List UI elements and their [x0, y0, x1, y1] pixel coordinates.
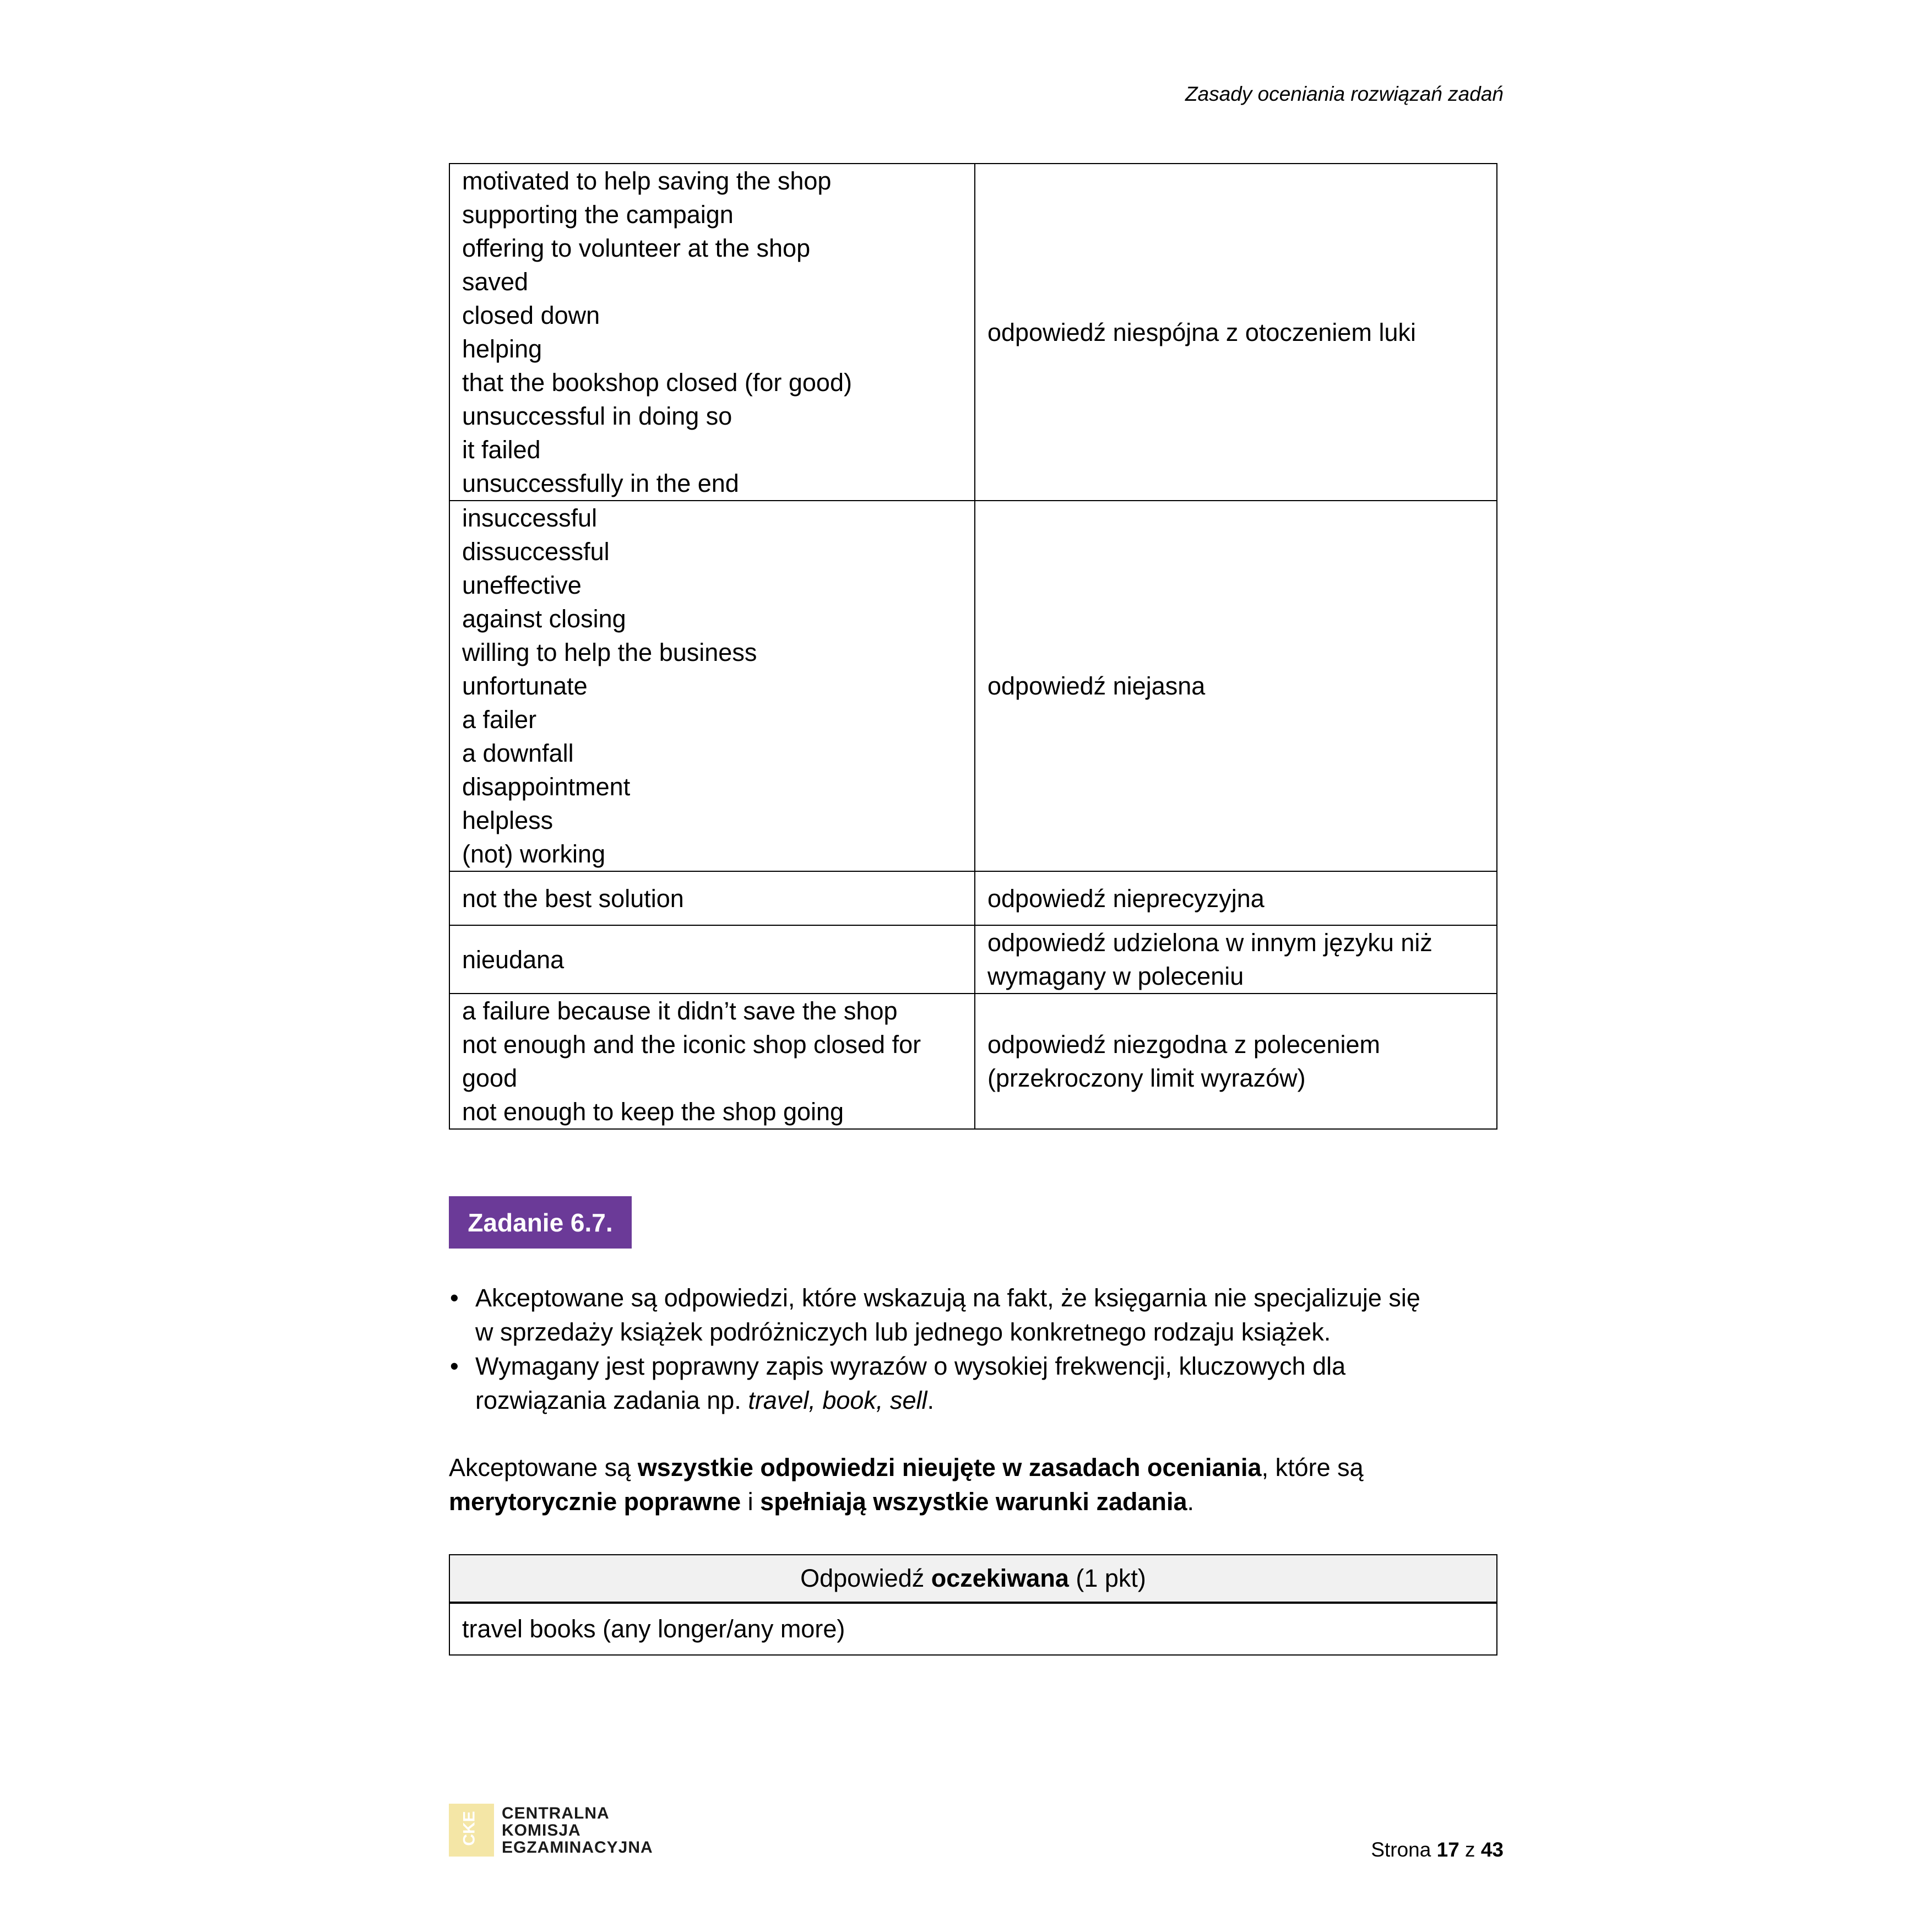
page-prefix: Strona — [1371, 1838, 1437, 1861]
expected-answer-value: travel books (any longer/any more) — [449, 1603, 1497, 1655]
comment-text: odpowiedź nieprecyzyjna — [987, 884, 1265, 913]
answers-cell — [449, 164, 975, 501]
answer-text: saved — [462, 268, 529, 296]
page-total: 43 — [1480, 1838, 1504, 1861]
comment-cell — [975, 501, 1497, 871]
note-bold: merytorycznie poprawne — [449, 1488, 741, 1516]
table-row — [449, 1555, 1497, 1603]
logo-line: KOMISJA — [502, 1821, 581, 1839]
answer-text: disappointment — [462, 773, 631, 801]
bullet-text: Akceptowane są odpowiedzi, które wskazują na fakt, że księgarnia nie specjalizuje się — [475, 1284, 1420, 1312]
answers-table-container — [449, 163, 1497, 1130]
note-bold: wszystkie odpowiedzi nieujęte w zasadach oceniania — [637, 1453, 1262, 1481]
answer-text: against closing — [462, 605, 626, 633]
table-row — [449, 501, 1497, 871]
logo-mark-text: CKE — [460, 1811, 479, 1846]
answers-cell — [449, 871, 975, 925]
document-header-title: Zasady oceniania rozwiązań zadań — [1185, 83, 1504, 105]
bullet-text: Wymagany jest poprawny zapis wyrazów o wysokiej frekwencji, kluczowych dla — [475, 1352, 1346, 1380]
header-bold: oczekiwana — [931, 1564, 1069, 1592]
logo-line: EGZAMINACYJNA — [502, 1838, 653, 1857]
criteria-bullet-list — [449, 1281, 1497, 1418]
answer-text: willing to help the business — [462, 638, 757, 666]
bullet-text-italic: travel, book, sell — [748, 1386, 927, 1414]
comment-text: odpowiedź niejasna — [987, 672, 1206, 700]
bullet-text: w sprzedaży książek podróżniczych lub jednego konkretnego rodzaju książek. — [475, 1318, 1331, 1346]
note-text: . — [1187, 1488, 1195, 1516]
note-bold: spełniają wszystkie warunki zadania — [760, 1488, 1187, 1516]
answers-cell — [449, 925, 975, 994]
answer-text: a downfall — [462, 739, 574, 767]
answer-text: dissuccessful — [462, 538, 610, 566]
comment-text: odpowiedź niezgodna z poleceniem — [987, 1030, 1380, 1059]
comment-text: odpowiedź niespójna z otoczeniem luki — [987, 318, 1416, 346]
answer-text: helpless — [462, 806, 553, 834]
header-text: (1 pkt) — [1068, 1564, 1146, 1592]
page-current: 17 — [1436, 1838, 1459, 1861]
page-sep: z — [1459, 1838, 1481, 1861]
answer-text: that the bookshop closed (for good) — [462, 368, 852, 397]
answer-text: not enough to keep the shop going — [462, 1098, 844, 1126]
table-row — [449, 994, 1497, 1129]
table-row — [449, 871, 1497, 925]
bullet-text-prefix: rozwiązania zadania np. — [475, 1386, 748, 1414]
answer-text: uneffective — [462, 571, 582, 599]
answer-text: it failed — [462, 436, 541, 464]
answer-text: closed down — [462, 301, 600, 329]
note-text: , które są — [1261, 1453, 1364, 1481]
answer-text: nieudana — [462, 945, 565, 974]
bullet-icon: • — [450, 1284, 459, 1312]
page-number — [1371, 1838, 1504, 1862]
cke-logo-icon — [449, 1804, 494, 1857]
comment-cell — [975, 994, 1497, 1129]
comment-text: odpowiedź udzielona w innym języku niż — [987, 929, 1432, 957]
expected-answer-table — [449, 1554, 1497, 1656]
answers-table — [449, 163, 1497, 1130]
acceptance-note — [449, 1451, 1497, 1519]
list-item — [449, 1349, 1497, 1418]
header-text: Odpowiedź — [800, 1564, 931, 1592]
answers-cell — [449, 501, 975, 871]
answer-text: not the best solution — [462, 884, 684, 913]
comment-text: (przekroczony limit wyrazów) — [987, 1064, 1306, 1092]
answer-text: motivated to help saving the shop — [462, 167, 832, 195]
comment-cell — [975, 164, 1497, 501]
answer-text: not enough and the iconic shop closed for — [462, 1030, 921, 1059]
note-text: Akceptowane są — [449, 1453, 638, 1481]
answer-text: unsuccessfully in the end — [462, 469, 739, 497]
answer-text: a failure because it didn’t save the shop — [462, 997, 898, 1025]
bullet-text-suffix: . — [927, 1386, 934, 1414]
cke-logo — [449, 1804, 653, 1857]
logo-line: CENTRALNA — [502, 1804, 610, 1822]
answer-text: insuccessful — [462, 504, 598, 532]
table-row — [449, 1603, 1497, 1655]
bullet-text — [475, 1383, 1497, 1418]
table-row — [449, 925, 1497, 994]
answer-text: a failer — [462, 705, 537, 734]
answer-text: offering to volunteer at the shop — [462, 234, 811, 262]
comment-cell — [975, 871, 1497, 925]
bullet-icon: • — [450, 1352, 459, 1380]
comment-cell — [975, 925, 1497, 994]
comment-text: wymagany w poleceniu — [987, 962, 1244, 990]
answer-text: supporting the campaign — [462, 200, 734, 229]
list-item — [449, 1281, 1497, 1349]
table-row — [449, 164, 1497, 501]
answers-cell — [449, 994, 975, 1129]
answer-text: helping — [462, 335, 542, 363]
task-label: Zadanie 6.7. — [449, 1196, 632, 1249]
expected-answer-header — [449, 1555, 1497, 1603]
answer-text: good — [462, 1064, 518, 1092]
answer-text: unfortunate — [462, 672, 588, 700]
answer-text: unsuccessful in doing so — [462, 402, 732, 430]
logo-text — [502, 1805, 653, 1856]
answer-text: (not) working — [462, 840, 606, 868]
note-text: i — [741, 1488, 761, 1516]
